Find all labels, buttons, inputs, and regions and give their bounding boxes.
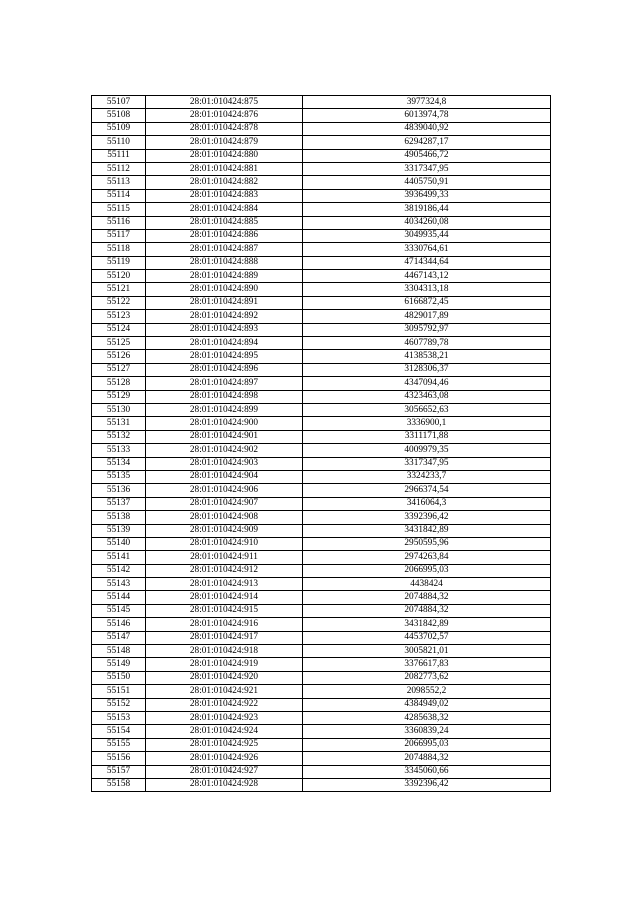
table-row [92,578,551,591]
table-row [92,725,551,738]
row-number-cell: 55123 [92,310,146,323]
cadastral-number-cell: 28:01:010424:912 [146,564,303,577]
cadastral-number-cell: 28:01:010424:924 [146,725,303,738]
row-number-cell: 55121 [92,283,146,296]
row-number-cell: 55133 [92,444,146,457]
row-number-cell: 55145 [92,604,146,617]
table-row [92,377,551,390]
table-row [92,216,551,229]
row-number-cell: 55134 [92,457,146,470]
cadastral-number-cell: 28:01:010424:903 [146,457,303,470]
value-cell: 3392396,42 [303,511,551,524]
cadastral-number-cell: 28:01:010424:886 [146,229,303,242]
table-row [92,109,551,122]
cadastral-number-cell: 28:01:010424:876 [146,109,303,122]
table-row [92,470,551,483]
value-cell: 2082773,62 [303,671,551,684]
cadastral-number-cell: 28:01:010424:896 [146,363,303,376]
row-number-cell: 55132 [92,430,146,443]
table-row [92,229,551,242]
table-row [92,551,551,564]
value-cell: 3317347,95 [303,457,551,470]
row-number-cell: 55141 [92,551,146,564]
table-row [92,671,551,684]
table-row [92,685,551,698]
cadastral-number-cell: 28:01:010424:892 [146,310,303,323]
row-number-cell: 55153 [92,711,146,724]
value-cell: 3336900,1 [303,417,551,430]
table-row [92,96,551,109]
value-cell: 3095792,97 [303,323,551,336]
table-body [92,96,551,792]
value-cell: 3005821,01 [303,645,551,658]
cadastral-number-cell: 28:01:010424:911 [146,551,303,564]
table-row [92,604,551,617]
value-cell: 4839040,92 [303,122,551,135]
row-number-cell: 55142 [92,564,146,577]
table-row [92,337,551,350]
cadastral-number-cell: 28:01:010424:898 [146,390,303,403]
cadastral-number-cell: 28:01:010424:878 [146,122,303,135]
table-row [92,417,551,430]
cadastral-number-cell: 28:01:010424:879 [146,136,303,149]
value-cell: 2066995,03 [303,738,551,751]
cadastral-number-cell: 28:01:010424:907 [146,497,303,510]
table-row [92,122,551,135]
row-number-cell: 55139 [92,524,146,537]
value-cell: 6013974,78 [303,109,551,122]
row-number-cell: 55126 [92,350,146,363]
value-cell: 3128306,37 [303,363,551,376]
value-cell: 4438424 [303,578,551,591]
table-row [92,738,551,751]
row-number-cell: 55109 [92,122,146,135]
row-number-cell: 55108 [92,109,146,122]
row-number-cell: 55127 [92,363,146,376]
cadastral-number-cell: 28:01:010424:884 [146,203,303,216]
row-number-cell: 55154 [92,725,146,738]
table-row [92,350,551,363]
value-cell: 6166872,45 [303,296,551,309]
value-cell: 2950595,96 [303,537,551,550]
row-number-cell: 55137 [92,497,146,510]
row-number-cell: 55136 [92,484,146,497]
value-cell: 4323463,08 [303,390,551,403]
table-row [92,243,551,256]
value-cell: 2098552,2 [303,685,551,698]
row-number-cell: 55149 [92,658,146,671]
value-cell: 3977324,8 [303,96,551,109]
value-cell: 3304313,18 [303,283,551,296]
value-cell: 4009979,35 [303,444,551,457]
value-cell: 4453702,57 [303,631,551,644]
cadastral-number-cell: 28:01:010424:890 [146,283,303,296]
row-number-cell: 55118 [92,243,146,256]
table-row [92,283,551,296]
row-number-cell: 55147 [92,631,146,644]
table-row [92,631,551,644]
cadastral-number-cell: 28:01:010424:922 [146,698,303,711]
row-number-cell: 55124 [92,323,146,336]
table-row [92,323,551,336]
value-cell: 3317347,95 [303,162,551,175]
row-number-cell: 55158 [92,778,146,791]
cadastral-number-cell: 28:01:010424:900 [146,417,303,430]
table-row [92,270,551,283]
row-number-cell: 55112 [92,162,146,175]
value-cell: 3311171,88 [303,430,551,443]
value-cell: 4905466,72 [303,149,551,162]
value-cell: 2966374,54 [303,484,551,497]
value-cell: 4714344,64 [303,256,551,269]
row-number-cell: 55157 [92,765,146,778]
table-row [92,511,551,524]
value-cell: 4285638,32 [303,711,551,724]
table-row [92,162,551,175]
row-number-cell: 55135 [92,470,146,483]
cadastral-number-cell: 28:01:010424:920 [146,671,303,684]
row-number-cell: 55146 [92,618,146,631]
value-cell: 2974263,84 [303,551,551,564]
row-number-cell: 55131 [92,417,146,430]
table-row [92,564,551,577]
value-cell: 3330764,61 [303,243,551,256]
row-number-cell: 55114 [92,189,146,202]
table-row [92,711,551,724]
cadastral-number-cell: 28:01:010424:908 [146,511,303,524]
cadastral-number-cell: 28:01:010424:901 [146,430,303,443]
cadastral-number-cell: 28:01:010424:875 [146,96,303,109]
table-row [92,149,551,162]
cadastral-number-cell: 28:01:010424:894 [146,337,303,350]
row-number-cell: 55129 [92,390,146,403]
table-row [92,524,551,537]
value-cell: 4347094,46 [303,377,551,390]
cadastral-number-cell: 28:01:010424:897 [146,377,303,390]
value-cell: 4467143,12 [303,270,551,283]
row-number-cell: 55150 [92,671,146,684]
cadastral-number-cell: 28:01:010424:926 [146,752,303,765]
value-cell: 3056652,63 [303,403,551,416]
row-number-cell: 55110 [92,136,146,149]
value-cell: 4384949,02 [303,698,551,711]
table-row [92,457,551,470]
table-row [92,645,551,658]
table-row [92,658,551,671]
table-row [92,444,551,457]
table-row [92,618,551,631]
cadastral-number-cell: 28:01:010424:883 [146,189,303,202]
value-cell: 2074884,32 [303,591,551,604]
cadastral-number-cell: 28:01:010424:921 [146,685,303,698]
cadastral-number-cell: 28:01:010424:881 [146,162,303,175]
row-number-cell: 55120 [92,270,146,283]
row-number-cell: 55151 [92,685,146,698]
cadastral-number-cell: 28:01:010424:915 [146,604,303,617]
row-number-cell: 55122 [92,296,146,309]
cadastral-number-cell: 28:01:010424:916 [146,618,303,631]
value-cell: 2074884,32 [303,752,551,765]
value-cell: 3376617,83 [303,658,551,671]
cadastral-number-cell: 28:01:010424:904 [146,470,303,483]
cadastral-number-cell: 28:01:010424:928 [146,778,303,791]
table-row [92,497,551,510]
table-row [92,752,551,765]
value-cell: 4138538,21 [303,350,551,363]
table-row [92,765,551,778]
value-cell: 2074884,32 [303,604,551,617]
value-cell: 3324233,7 [303,470,551,483]
row-number-cell: 55125 [92,337,146,350]
value-cell: 4034260,08 [303,216,551,229]
value-cell: 2066995,03 [303,564,551,577]
table-row [92,537,551,550]
cadastral-number-cell: 28:01:010424:919 [146,658,303,671]
row-number-cell: 55107 [92,96,146,109]
table-row [92,189,551,202]
table-row [92,176,551,189]
cadastral-number-cell: 28:01:010424:895 [146,350,303,363]
cadastral-number-cell: 28:01:010424:914 [146,591,303,604]
cadastral-number-cell: 28:01:010424:887 [146,243,303,256]
cadastral-number-cell: 28:01:010424:899 [146,403,303,416]
table-row [92,430,551,443]
cadastral-number-cell: 28:01:010424:909 [146,524,303,537]
cadastral-number-cell: 28:01:010424:891 [146,296,303,309]
row-number-cell: 55113 [92,176,146,189]
row-number-cell: 55152 [92,698,146,711]
cadastral-number-cell: 28:01:010424:923 [146,711,303,724]
value-cell: 4607789,78 [303,337,551,350]
value-cell: 3049935,44 [303,229,551,242]
value-cell: 3392396,42 [303,778,551,791]
cadastral-number-cell: 28:01:010424:893 [146,323,303,336]
cadastral-number-cell: 28:01:010424:917 [146,631,303,644]
cadastral-number-cell: 28:01:010424:882 [146,176,303,189]
value-cell: 3431842,89 [303,524,551,537]
value-cell: 3936499,33 [303,189,551,202]
cadastral-number-cell: 28:01:010424:885 [146,216,303,229]
cadastral-number-cell: 28:01:010424:910 [146,537,303,550]
cadastral-table [91,95,551,792]
cadastral-number-cell: 28:01:010424:880 [146,149,303,162]
value-cell: 3431842,89 [303,618,551,631]
row-number-cell: 55116 [92,216,146,229]
table-row [92,484,551,497]
row-number-cell: 55155 [92,738,146,751]
cadastral-number-cell: 28:01:010424:927 [146,765,303,778]
cadastral-number-cell: 28:01:010424:925 [146,738,303,751]
row-number-cell: 55143 [92,578,146,591]
cadastral-number-cell: 28:01:010424:888 [146,256,303,269]
cadastral-number-cell: 28:01:010424:902 [146,444,303,457]
row-number-cell: 55130 [92,403,146,416]
value-cell: 3360839,24 [303,725,551,738]
table-row [92,310,551,323]
table-row [92,363,551,376]
table-row [92,390,551,403]
table-row [92,591,551,604]
table-row [92,403,551,416]
table-row [92,256,551,269]
row-number-cell: 55119 [92,256,146,269]
value-cell: 3345060,66 [303,765,551,778]
row-number-cell: 55115 [92,203,146,216]
row-number-cell: 55148 [92,645,146,658]
table-row [92,203,551,216]
value-cell: 4829017,89 [303,310,551,323]
row-number-cell: 55156 [92,752,146,765]
cadastral-number-cell: 28:01:010424:918 [146,645,303,658]
row-number-cell: 55144 [92,591,146,604]
row-number-cell: 55128 [92,377,146,390]
table-row [92,778,551,791]
row-number-cell: 55140 [92,537,146,550]
table-row [92,136,551,149]
cadastral-number-cell: 28:01:010424:913 [146,578,303,591]
row-number-cell: 55117 [92,229,146,242]
row-number-cell: 55138 [92,511,146,524]
row-number-cell: 55111 [92,149,146,162]
cadastral-number-cell: 28:01:010424:889 [146,270,303,283]
table-row [92,296,551,309]
value-cell: 4405750,91 [303,176,551,189]
value-cell: 3819186,44 [303,203,551,216]
value-cell: 3416064,3 [303,497,551,510]
value-cell: 6294287,17 [303,136,551,149]
table-row [92,698,551,711]
cadastral-number-cell: 28:01:010424:906 [146,484,303,497]
